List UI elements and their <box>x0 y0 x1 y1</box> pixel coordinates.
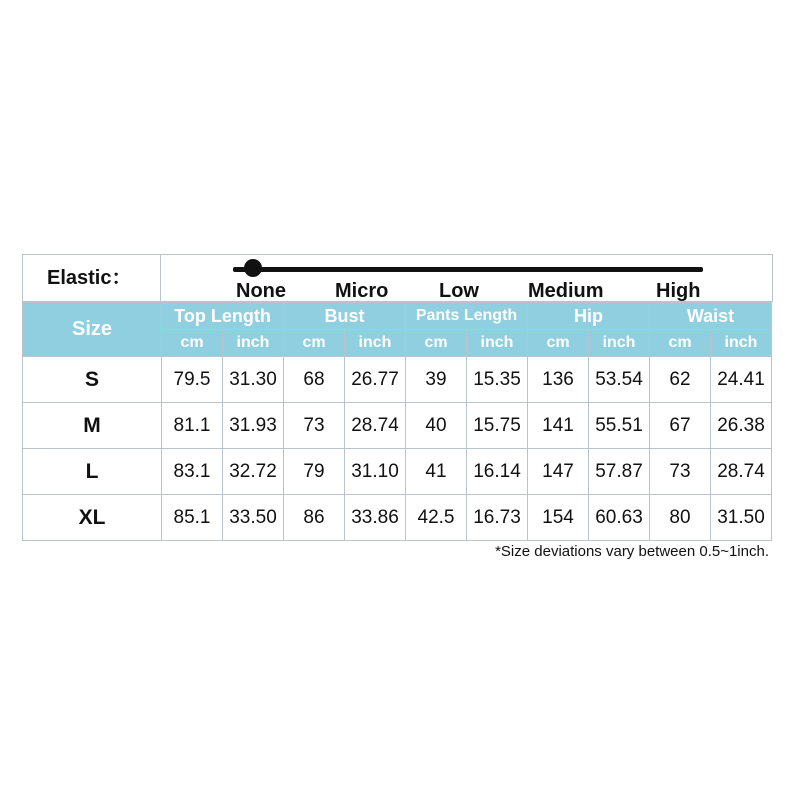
table-cell: 16.14 <box>467 449 528 495</box>
table-cell: 81.1 <box>162 403 223 449</box>
header-waist: Waist <box>650 303 772 330</box>
table-cell: 15.75 <box>467 403 528 449</box>
table-cell: 15.35 <box>467 357 528 403</box>
header-bust: Bust <box>284 303 406 330</box>
table-cell: 79.5 <box>162 357 223 403</box>
table-cell: 40 <box>406 403 467 449</box>
table-cell: 147 <box>528 449 589 495</box>
table-cell: 68 <box>284 357 345 403</box>
table-cell: 73 <box>284 403 345 449</box>
unit-cm: cm <box>406 330 467 357</box>
table-cell: 33.50 <box>223 495 284 541</box>
size-label: XL <box>23 495 162 541</box>
table-cell: 53.54 <box>589 357 650 403</box>
elastic-level-none: None <box>236 280 286 302</box>
table-cell: 73 <box>650 449 711 495</box>
table-row <box>23 357 772 403</box>
table-cell: 67 <box>650 403 711 449</box>
table-cell: 31.93 <box>223 403 284 449</box>
table-cell: 39 <box>406 357 467 403</box>
elastic-level-medium: Medium <box>528 280 604 302</box>
table-cell: 85.1 <box>162 495 223 541</box>
table-cell: 24.41 <box>711 357 772 403</box>
size-column-header: Size <box>23 303 162 357</box>
elastic-label: Elastic： <box>23 255 161 301</box>
header-top-length: Top Length <box>162 303 284 330</box>
table-cell: 41 <box>406 449 467 495</box>
table-row <box>23 449 772 495</box>
table-cell: 60.63 <box>589 495 650 541</box>
unit-inch: inch <box>345 330 406 357</box>
table-cell: 28.74 <box>711 449 772 495</box>
table-cell: 62 <box>650 357 711 403</box>
table-cell: 79 <box>284 449 345 495</box>
table-row <box>23 495 772 541</box>
table-cell: 31.30 <box>223 357 284 403</box>
table-cell: 42.5 <box>406 495 467 541</box>
table-cell: 154 <box>528 495 589 541</box>
unit-cm: cm <box>528 330 589 357</box>
table-cell: 26.38 <box>711 403 772 449</box>
size-label: M <box>23 403 162 449</box>
table-cell: 86 <box>284 495 345 541</box>
elastic-selected-marker <box>244 259 262 277</box>
table-cell: 141 <box>528 403 589 449</box>
table-cell: 83.1 <box>162 449 223 495</box>
unit-cm: cm <box>284 330 345 357</box>
size-label: L <box>23 449 162 495</box>
elastic-level-low: Low <box>439 280 479 302</box>
table-cell: 57.87 <box>589 449 650 495</box>
unit-cm: cm <box>650 330 711 357</box>
table-cell: 26.77 <box>345 357 406 403</box>
size-table <box>22 302 772 541</box>
unit-inch: inch <box>467 330 528 357</box>
table-cell: 33.86 <box>345 495 406 541</box>
table-cell: 16.73 <box>467 495 528 541</box>
table-cell: 80 <box>650 495 711 541</box>
table-cell: 28.74 <box>345 403 406 449</box>
size-deviation-note: *Size deviations vary between 0.5~1inch. <box>495 543 769 560</box>
unit-inch: inch <box>223 330 284 357</box>
elastic-level-high: High <box>656 280 701 302</box>
unit-inch: inch <box>711 330 772 357</box>
table-cell: 55.51 <box>589 403 650 449</box>
table-cell: 31.50 <box>711 495 772 541</box>
table-row <box>23 403 772 449</box>
table-cell: 31.10 <box>345 449 406 495</box>
size-label: S <box>23 357 162 403</box>
header-pants-length: Pants Length <box>406 303 528 330</box>
unit-cm: cm <box>162 330 223 357</box>
unit-inch: inch <box>589 330 650 357</box>
elastic-scale-line <box>233 267 703 272</box>
elastic-level-micro: Micro <box>335 280 389 302</box>
elastic-scale <box>22 254 773 302</box>
table-cell: 32.72 <box>223 449 284 495</box>
header-hip: Hip <box>528 303 650 330</box>
table-cell: 136 <box>528 357 589 403</box>
